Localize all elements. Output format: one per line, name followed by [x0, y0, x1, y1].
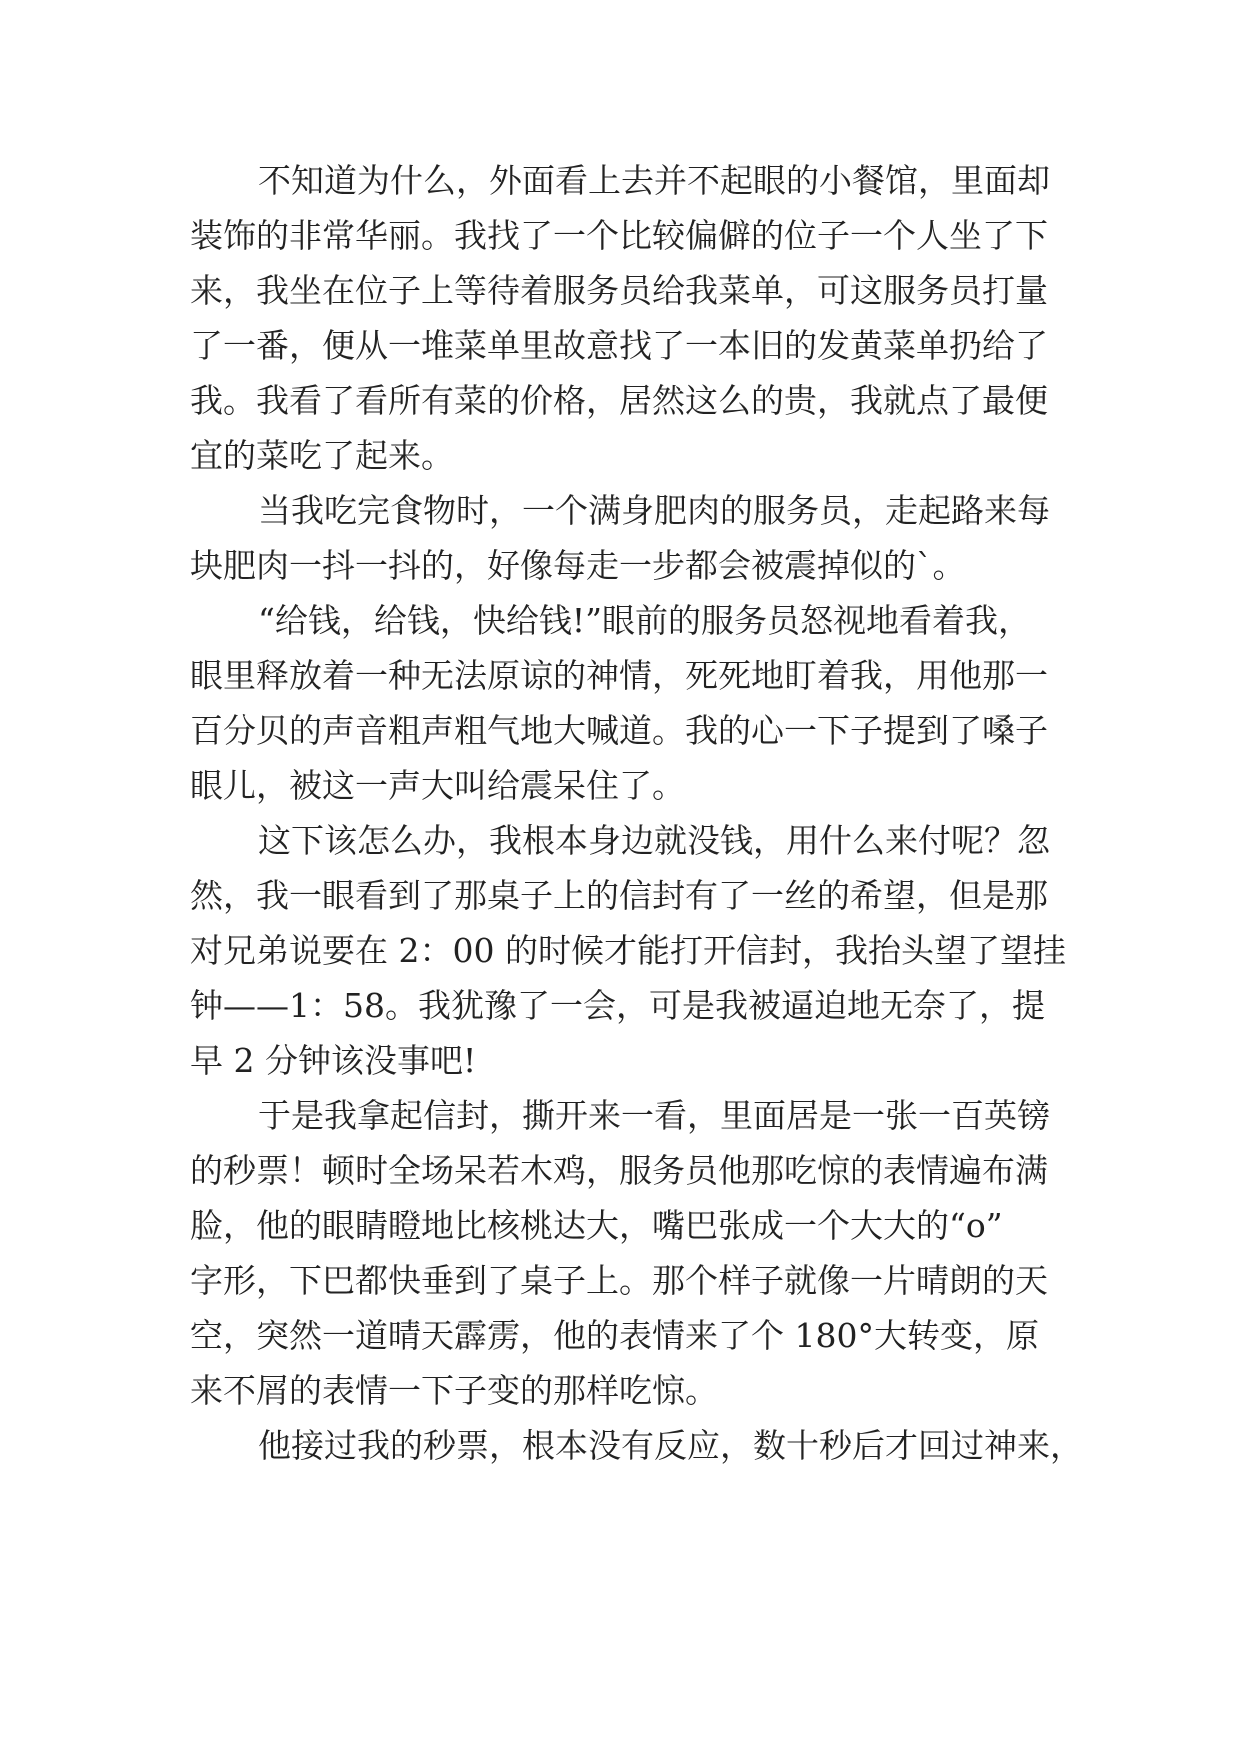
text-line: 这下该怎么办，我根本身边就没钱，用什么来付呢？忽 — [258, 821, 1050, 860]
text-line: 不知道为什么，外面看上去并不起眼的小餐馆，里面却 — [258, 161, 1050, 200]
text-line: 字形，下巴都快垂到了桌子上。那个样子就像一片晴朗的天 — [190, 1261, 1048, 1300]
text-line: 来不屑的表情一下子变的那样吃惊。 — [190, 1371, 718, 1410]
text-line: 的秒票！顿时全场呆若木鸡，服务员他那吃惊的表情遍布满 — [190, 1151, 1048, 1190]
text-line: 早 2 分钟该没事吧! — [190, 1041, 477, 1080]
text-line: 装饰的非常华丽。我找了一个比较偏僻的位子一个人坐了下 — [190, 216, 1048, 255]
text-line: 眼儿，被这一声大叫给震呆住了。 — [190, 766, 685, 805]
text-line: 当我吃完食物时，一个满身肥肉的服务员，走起路来每 — [258, 491, 1050, 530]
text-line: 然，我一眼看到了那桌子上的信封有了一丝的希望，但是那 — [190, 876, 1048, 915]
text-line: 于是我拿起信封，撕开来一看，里面居是一张一百英镑 — [258, 1096, 1050, 1135]
text-line: 脸，他的眼睛瞪地比核桃达大，嘴巴张成一个大大的“o” — [190, 1206, 1003, 1245]
text-line: 对兄弟说要在 2：00 的时候才能打开信封，我抬头望了望挂 — [190, 931, 1066, 970]
text-line: 百分贝的声音粗声粗气地大喊道。我的心一下子提到了嗓子 — [190, 711, 1048, 750]
text-line: 他接过我的秒票，根本没有反应，数十秒后才回过神来， — [258, 1426, 1083, 1465]
text-line: 眼里释放着一种无法原谅的神情，死死地盯着我，用他那一 — [190, 656, 1048, 695]
text-line: 空，突然一道晴天霹雳，他的表情来了个 180°大转变，原 — [190, 1316, 1039, 1355]
text-line: 了一番，便从一堆菜单里故意找了一本旧的发黄菜单扔给了 — [190, 326, 1048, 365]
text-line: “给钱，给钱，快给钱!”眼前的服务员怒视地看着我， — [258, 601, 1032, 640]
text-line: 宜的菜吃了起来。 — [190, 436, 454, 475]
text-line: 我。我看了看所有菜的价格，居然这么的贵，我就点了最便 — [190, 381, 1048, 420]
text-line: 块肥肉一抖一抖的，好像每走一步都会被震掉似的`。 — [190, 546, 966, 585]
text-line: 钟——1：58。我犹豫了一会，可是我被逼迫地无奈了，提 — [190, 986, 1045, 1025]
text-line: 来，我坐在位子上等待着服务员给我菜单，可这服务员打量 — [190, 271, 1048, 310]
